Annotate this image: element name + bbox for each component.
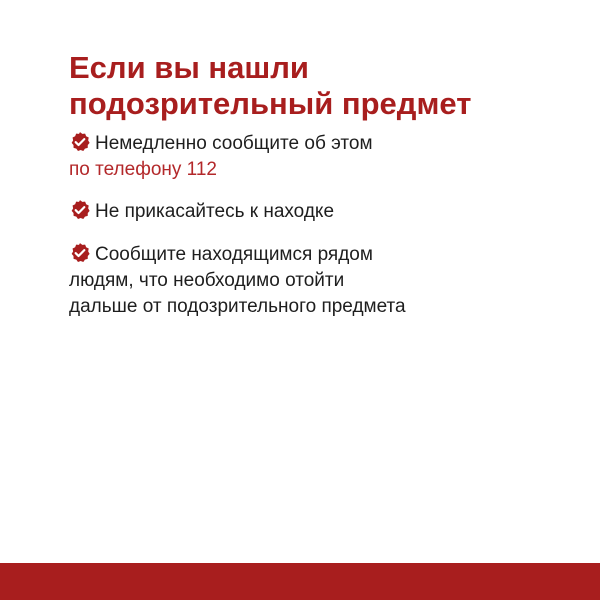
page-title (69, 50, 569, 122)
title-line-1: Если вы нашли (69, 50, 309, 85)
instruction-item-warn-people (69, 242, 489, 320)
check-badge-icon (69, 199, 91, 221)
instruction-item-call (69, 131, 489, 183)
footer-bar (0, 563, 600, 600)
instruction-line (69, 242, 489, 268)
title-line-2: подозрительный предмет (69, 86, 472, 121)
instruction-text: Не прикасайтесь к находке (95, 201, 335, 222)
phone-number-link: по телефону 112 (69, 159, 217, 180)
instruction-item-dont-touch (69, 199, 489, 225)
instruction-line (69, 199, 489, 225)
check-badge-icon (69, 131, 91, 153)
check-badge-icon (69, 242, 91, 264)
instruction-line (69, 131, 489, 157)
instruction-text: дальше от подозрительного предмета (69, 296, 406, 317)
instruction-text: людям, что необходимо отойти (69, 270, 345, 291)
instruction-text: Немедленно сообщите об этом (95, 133, 373, 154)
instruction-text: Сообщите находящимся рядом (95, 244, 373, 265)
